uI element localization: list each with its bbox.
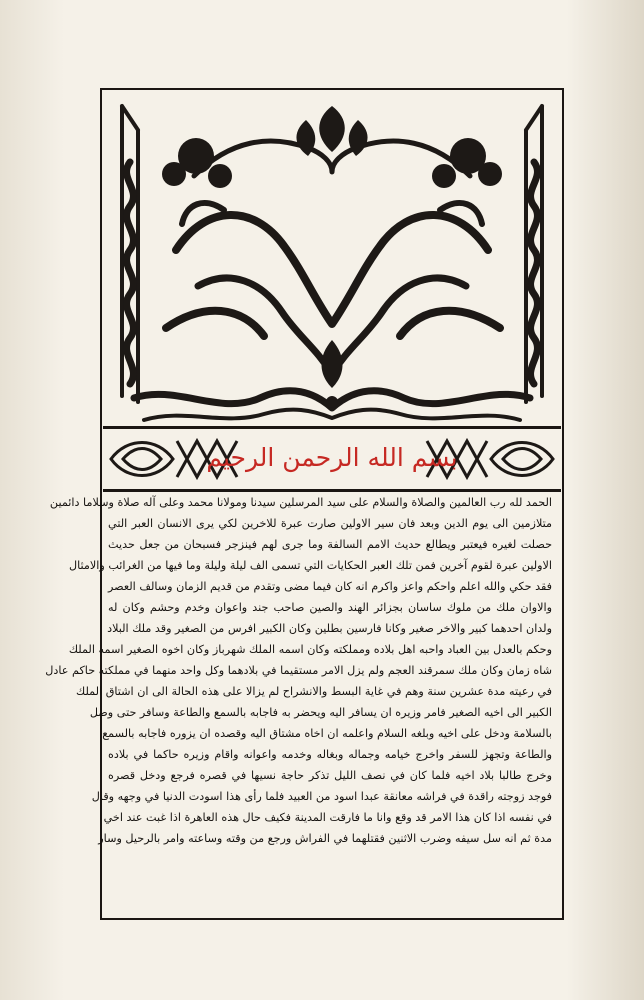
text-line: شاه زمان وكان ملك سمرقند العجم ولم يزل الامر مستقيما في بلادهما وكل واحد منهما في مملكته حاكم عادل	[45, 664, 552, 677]
center-crest	[319, 106, 345, 152]
text-line: في رعيته مدة عشرين سنة وهم في غاية البسط والانشراح لم يزالا على هذه الحالة الى ان اشتاق الملك	[76, 685, 552, 698]
text-line: ولدان احدهما كبير والاخر صغير وكانا فارسين بطلين وكان الكبير افرس من الصغير وقد ملك البلاد	[107, 622, 552, 635]
text-line: حصلت لغيره فيعتبر ويطالع حديث الامم السالفة وما جرى لهم فينزجر فسبحان من جعل حديث	[108, 538, 552, 551]
center-fleur	[322, 340, 343, 388]
decorative-headpiece	[104, 92, 560, 424]
basmala-title: بسم الله الرحمن الرحيم	[206, 443, 458, 472]
text-line: وحكم بالعدل بين العباد واحبه اهل بلاده ومملكته وكان اسمه الملك شهرباز وكان اخوه الصغير اسمه الملك	[68, 643, 552, 656]
text-line: متلازمين الى يوم الدين وبعد فان سير الاولين صارت عبرة للاخرين لكي يرى الانسان العبر التي	[108, 517, 552, 530]
arabic-text-block	[45, 492, 552, 912]
text-line: مدة ثم انه سل سيفه وضرب الاثنين فقتلهما في الفراش ورجع من وقته وساعته وامر بالرحيل وسار	[98, 832, 552, 845]
text-line: والاوان ملك من ملوك ساسان بجزائر الهند والصين صاحب جند واعوان وخدم وحشم وكان له	[108, 601, 552, 614]
left-column-scrolls	[127, 162, 134, 384]
text-line: بالسلامة ودخل على اخيه وبلغه السلام واعلمه ان اخاه مشتاق اليه وقصده ان يزوره فاجابه بالسمع	[102, 727, 552, 740]
text-line: الحمد لله رب العالمين والصلاة والسلام على سيد المرسلين سيدنا ومولانا محمد وعلى آله صلاة وسلاما دائمين	[49, 496, 552, 509]
text-line: والطاعة وتجهز للسفر واخرج خيامه وجماله وبغاله وخدمه واعوانه واقام وزيره حاكما في بلاده	[108, 748, 552, 761]
text-line: الاولين عبرة لقوم آخرين فمن تلك العبر الحكايات التي تسمى الف ليلة وليلة وما فيها من الغرائب والامثال	[68, 559, 552, 572]
text-line: فقد حكي والله اعلم واحكم واعز واكرم انه كان فيما مضى وتقدم من قديم الزمان وسالف العصر	[108, 580, 552, 593]
text-line: في نفسه اذا كان هذا الامر قد وقع وانا ما فارقت المدينة فكيف حال هذه العاهرة اذا غبت عند اخي	[103, 811, 552, 824]
right-column-scrolls	[531, 162, 538, 384]
text-line: وخرج طالبا بلاد اخيه فلما كان في نصف الليل تذكر حاجة نسيها في قصره فرجع ودخل قصره	[108, 769, 552, 782]
text-line: الكبير الى اخيه الصغير فامر وزيره ان يسافر اليه ويحضر به فاجابه بالسمع والطاعة وسافر حتى وصل	[89, 706, 552, 719]
text-line: فوجد زوجته راقدة في فراشه معانقة عبدا اسود من العبيد فلما رأى هذا اسودت الدنيا في وجهه وقال	[91, 790, 552, 803]
